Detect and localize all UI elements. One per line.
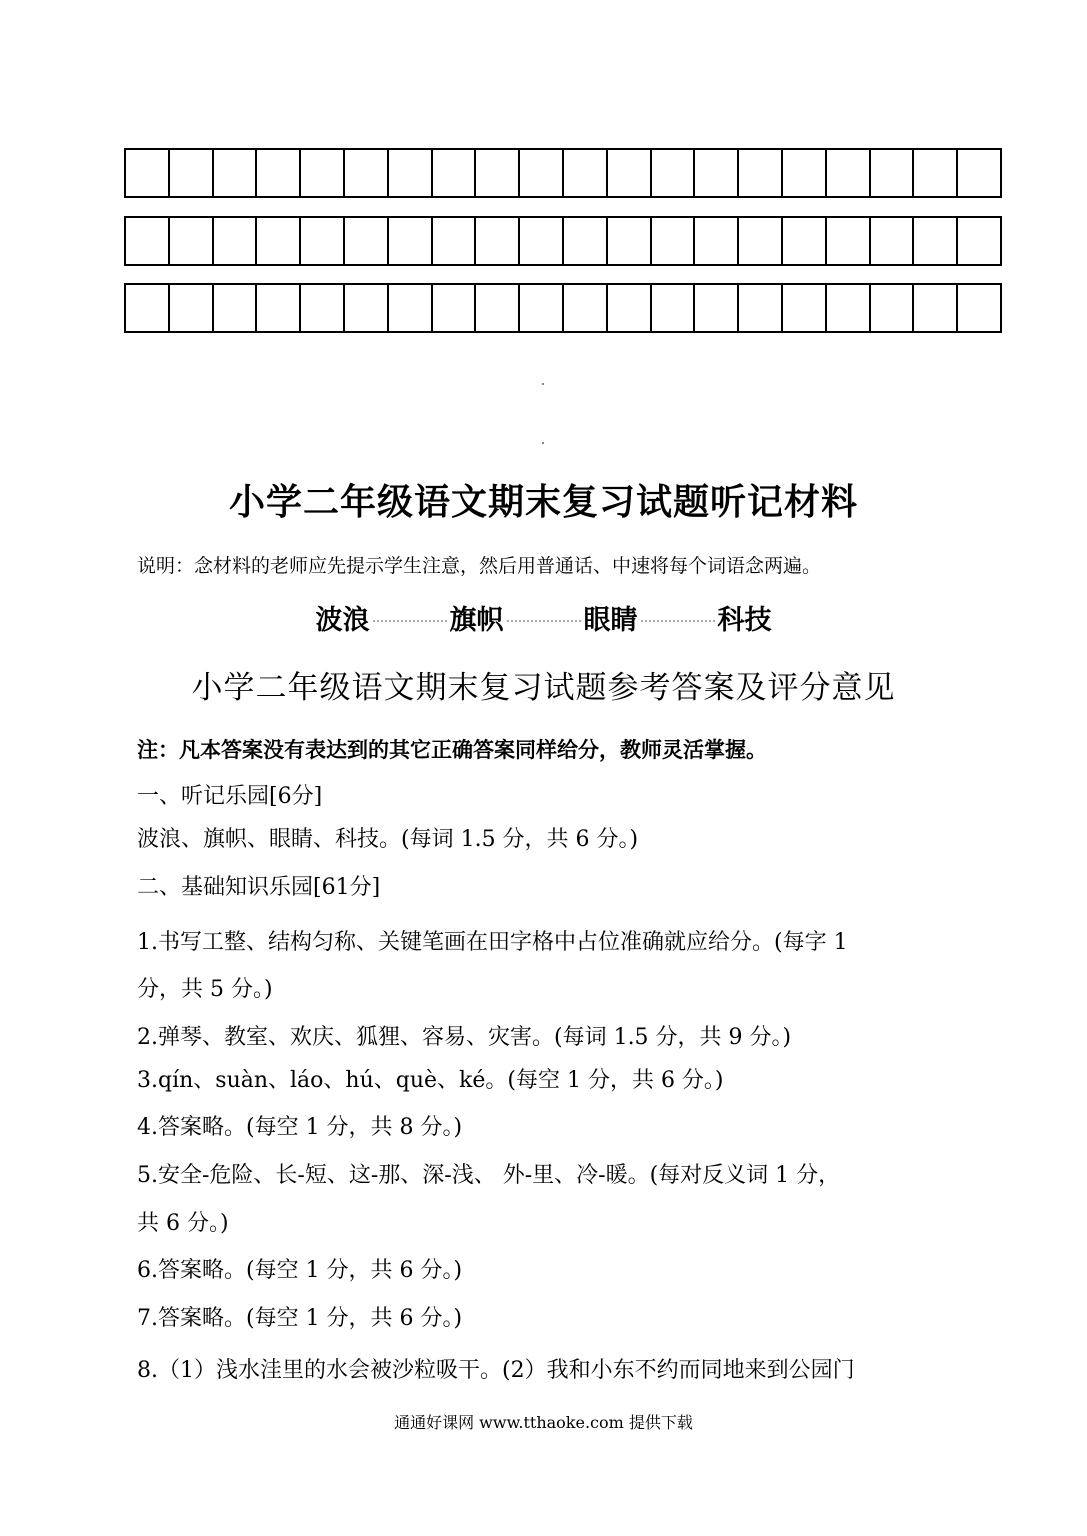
answer-q1-line1: 1.书写工整、结构匀称、关键笔画在田字格中占位准确就应给分。(每字 1 <box>137 930 848 955</box>
grid-cell <box>608 218 652 264</box>
grid-cell <box>433 218 477 264</box>
grid-cell <box>520 218 564 264</box>
grid-cell <box>520 150 564 196</box>
grid-cell <box>914 150 958 196</box>
writing-grid-row-3 <box>124 283 1002 333</box>
grid-cell <box>827 150 871 196</box>
answer-q8: 8.（1）浅水洼里的水会被沙粒吸干。(2）我和小东不约而同地来到公园门 <box>137 1358 855 1383</box>
grid-cell <box>433 285 477 331</box>
grid-cell <box>389 150 433 196</box>
grid-cell <box>783 218 827 264</box>
grid-cell <box>301 150 345 196</box>
grid-cell <box>958 218 1000 264</box>
grid-cell <box>695 218 739 264</box>
grid-cell <box>564 150 608 196</box>
dictation-word: 旗帜 <box>449 605 504 636</box>
section1-answer: 波浪、旗帜、眼睛、科技。(每词 1.5 分，共 6 分。) <box>137 827 639 852</box>
grid-cell <box>783 150 827 196</box>
artifact-dot <box>542 383 544 385</box>
grid-cell <box>345 285 389 331</box>
grid-cell <box>914 218 958 264</box>
grid-cell <box>914 285 958 331</box>
grid-cell <box>257 285 301 331</box>
grid-cell <box>739 218 783 264</box>
grid-cell <box>389 218 433 264</box>
dictation-word: 科技 <box>717 605 772 636</box>
grid-cell <box>433 150 477 196</box>
grid-cell <box>783 285 827 331</box>
grid-cell <box>520 285 564 331</box>
dotted-separator <box>373 598 447 622</box>
answer-q4: 4.答案略。(每空 1 分，共 8 分。) <box>137 1115 463 1140</box>
section2-heading: 二、基础知识乐园[61分] <box>137 875 381 900</box>
grid-cell <box>652 150 696 196</box>
answer-q3: 3.qín、suàn、láo、hú、què、ké。(每空 1 分，共 6 分。) <box>137 1068 724 1093</box>
grid-cell <box>214 218 258 264</box>
grid-cell <box>652 285 696 331</box>
dictation-words <box>0 598 1087 637</box>
grid-cell <box>652 218 696 264</box>
grid-cell <box>739 150 783 196</box>
dictation-word: 眼睛 <box>583 605 638 636</box>
answers-title: 小学二年级语文期末复习试题参考答案及评分意见 <box>191 670 896 706</box>
answer-q2: 2.弹琴、教室、欢庆、狐狸、容易、灾害。(每词 1.5 分，共 9 分。) <box>137 1025 792 1050</box>
dotted-separator <box>641 598 715 622</box>
grid-cell <box>827 285 871 331</box>
grid-cell <box>564 218 608 264</box>
writing-grid-row-1 <box>124 148 1002 198</box>
grid-cell <box>126 150 170 196</box>
grid-cell <box>608 285 652 331</box>
grid-cell <box>564 285 608 331</box>
grid-cell <box>214 150 258 196</box>
grid-cell <box>257 218 301 264</box>
dotted-separator <box>507 598 581 622</box>
grid-cell <box>476 218 520 264</box>
listening-instruction: 说明：念材料的老师应先提示学生注意，然后用普通话、中速将每个词语念两遍。 <box>137 555 822 577</box>
footer-credit: 通通好课网 www.tthaoke.com 提供下载 <box>394 1413 693 1432</box>
grid-cell <box>214 285 258 331</box>
grid-cell <box>301 285 345 331</box>
grid-cell <box>476 150 520 196</box>
grid-cell <box>389 285 433 331</box>
grid-cell <box>608 150 652 196</box>
answer-q1-line2: 分，共 5 分。) <box>137 977 273 1002</box>
grid-cell <box>170 218 214 264</box>
grid-cell <box>257 150 301 196</box>
section1-heading: 一、听记乐园[6分] <box>137 784 323 809</box>
grid-cell <box>958 285 1000 331</box>
grid-cell <box>695 150 739 196</box>
grid-cell <box>345 150 389 196</box>
grid-cell <box>126 285 170 331</box>
grid-cell <box>871 285 915 331</box>
grid-cell <box>170 150 214 196</box>
answer-q6: 6.答案略。(每空 1 分，共 6 分。) <box>137 1258 463 1283</box>
listening-title: 小学二年级语文期末复习试题听记材料 <box>228 482 858 523</box>
answer-q5-line2: 共 6 分。) <box>137 1211 229 1236</box>
grid-cell <box>476 285 520 331</box>
grid-cell <box>345 218 389 264</box>
grid-cell <box>170 285 214 331</box>
writing-grid-row-2 <box>124 216 1002 266</box>
dictation-word: 波浪 <box>315 605 370 636</box>
grid-cell <box>958 150 1000 196</box>
grid-cell <box>739 285 783 331</box>
grid-cell <box>871 218 915 264</box>
grid-cell <box>126 218 170 264</box>
answers-note: 注：凡本答案没有表达到的其它正确答案同样给分，教师灵活掌握。 <box>137 738 767 762</box>
answer-q7: 7.答案略。(每空 1 分，共 6 分。) <box>137 1306 463 1331</box>
answer-q5-line1: 5.安全-危险、长-短、这-那、深-浅、 外-里、冷-暖。(每对反义词 1 分， <box>137 1163 841 1188</box>
grid-cell <box>695 285 739 331</box>
grid-cell <box>301 218 345 264</box>
grid-cell <box>871 150 915 196</box>
grid-cell <box>827 218 871 264</box>
artifact-dot <box>542 442 544 444</box>
